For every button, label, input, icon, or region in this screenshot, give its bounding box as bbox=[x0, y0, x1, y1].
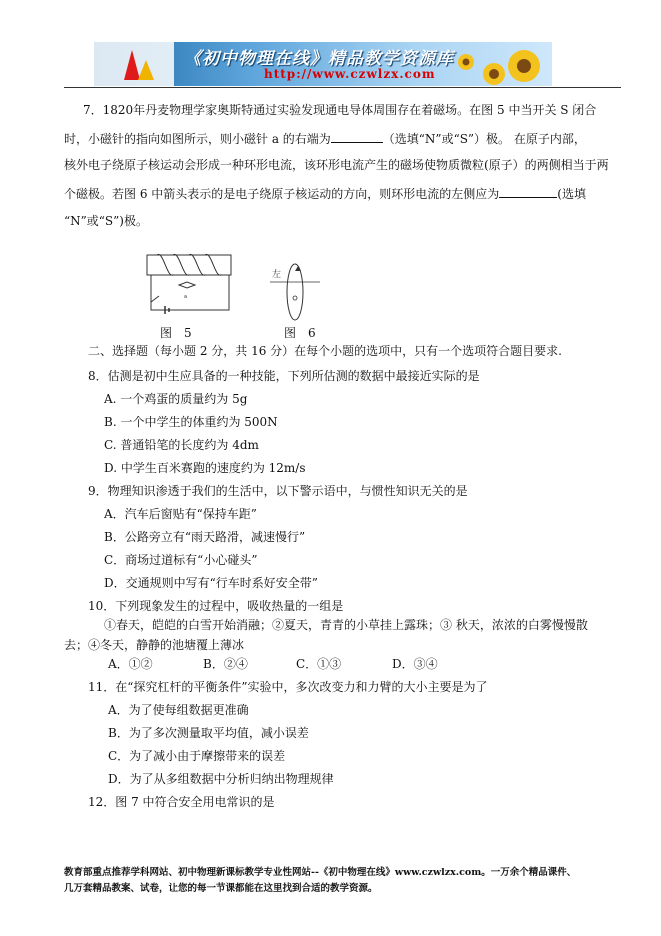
q7-line4a: 个磁极。若图 6 中箭头表示的是电子绕原子核运动的方向，则环形电流的左侧应为 bbox=[64, 187, 500, 201]
q11-option-d[interactable]: D．为了从多组数据中分析归纳出物理规律 bbox=[108, 772, 334, 786]
direction-arrow-icon bbox=[295, 266, 301, 271]
banner-url[interactable]: http://www.czwlzx.com bbox=[264, 67, 436, 81]
fig6-caption: 图 6 bbox=[284, 326, 316, 340]
q7-line5: “N”或“S”)极。 bbox=[64, 214, 148, 228]
q8-option-b[interactable]: B. 一个中学生的体重约为 500N bbox=[104, 415, 278, 429]
figure-6-current-loop-diagram bbox=[270, 262, 320, 324]
q11-stem: 11．在“探究杠杆的平衡条件”实验中，多次改变力和力臂的大小主要是为了 bbox=[88, 680, 488, 694]
q7-line2 bbox=[64, 130, 586, 147]
banner-title: 《初中物理在线》精品教学资源库 bbox=[184, 49, 454, 69]
q11-option-a[interactable]: A．为了使每组数据更准确 bbox=[108, 703, 249, 717]
q10-option-d[interactable]: D．③④ bbox=[392, 657, 438, 671]
q10-stem: 10．下列现象发生的过程中，吸收热量的一组是 bbox=[88, 599, 344, 613]
q7-line3: 核外电子绕原子核运动会形成一种环形电流，该环形电流产生的磁场使物质微粒(原子）的两侧相当于两 bbox=[64, 158, 609, 172]
q9-option-b[interactable]: B．公路旁立有“雨天路滑，减速慢行” bbox=[104, 530, 306, 544]
q10-option-c[interactable]: C．①③ bbox=[296, 657, 342, 671]
q11-option-c[interactable]: C．为了减小由于摩擦带来的误差 bbox=[108, 749, 286, 763]
figure-5-solenoid-diagram bbox=[145, 252, 237, 322]
q7-line2b: （选填“N”或“S”）极。 在原子内部， bbox=[382, 132, 586, 146]
fig6-label-left: 左 bbox=[272, 270, 282, 280]
q9-option-a[interactable]: A．汽车后窗贴有“保持车距” bbox=[104, 507, 257, 521]
q7-line2a: 时，小磁针的指向如图所示，则小磁针 a 的右端为 bbox=[64, 132, 331, 146]
q8-option-a[interactable]: A. 一个鸡蛋的质量约为 5g bbox=[104, 392, 248, 406]
q7-line4 bbox=[64, 185, 586, 202]
q7-line4b: (选填 bbox=[557, 187, 586, 201]
footer-line2: 几万套精品教案、试卷，让您的每一节课都能在这里找到合适的教学资源。 bbox=[64, 883, 378, 894]
q7-line1: 7．1820年丹麦物理学家奥斯特通过实验发现通电导体周围存在着磁场。在图 5 中当开关 S 闭合 bbox=[83, 103, 597, 117]
q12-stem: 12．图 7 中符合安全用电常识的是 bbox=[88, 795, 275, 809]
compass-needle-icon bbox=[179, 282, 195, 288]
header-divider bbox=[64, 87, 621, 88]
q8-option-c[interactable]: C. 普通铅笔的长度约为 4dm bbox=[104, 438, 259, 452]
q10-option-a[interactable]: A．①② bbox=[108, 657, 153, 671]
q7-blank1[interactable] bbox=[331, 130, 383, 143]
q10-statement-line2: 去；④冬天，静静的池塘覆上薄冰 bbox=[64, 638, 245, 652]
fig5-label-a: a bbox=[184, 294, 188, 300]
q7-blank2[interactable] bbox=[499, 185, 557, 198]
q8-stem: 8．估测是初中生应具备的一种技能，下列所估测的数据中最接近实际的是 bbox=[88, 369, 480, 383]
q10-option-b[interactable]: B．②④ bbox=[203, 657, 248, 671]
section2-heading: 二、选择题（每小题 2 分，共 16 分）在每个小题的选项中，只有一个选项符合题目要求. bbox=[88, 344, 562, 358]
q9-option-d[interactable]: D．交通规则中写有“行车时系好安全带” bbox=[104, 576, 318, 590]
fig5-caption: 图 5 bbox=[160, 326, 192, 340]
q10-statement-line1: ①春天，皑皑的白雪开始消融；②夏天，青青的小草挂上露珠；③ 秋天，浓浓的白雾慢慢散 bbox=[104, 618, 588, 632]
q11-option-b[interactable]: B．为了多次测量取平均值，减小误差 bbox=[108, 726, 309, 740]
header-banner bbox=[94, 42, 552, 86]
footer-line1: 教育部重点推荐学科网站、初中物理新课标教学专业性网站--《初中物理在线》www.czwlzx.com。一万余个精品课件、 bbox=[64, 867, 577, 878]
q9-stem: 9．物理知识渗透于我们的生活中，以下警示语中，与惯性知识无关的是 bbox=[88, 484, 468, 498]
q8-option-d[interactable]: D. 中学生百米赛跑的速度约为 12m/s bbox=[104, 461, 306, 475]
q9-option-c[interactable]: C．商场过道标有“小心碰头” bbox=[104, 553, 258, 567]
